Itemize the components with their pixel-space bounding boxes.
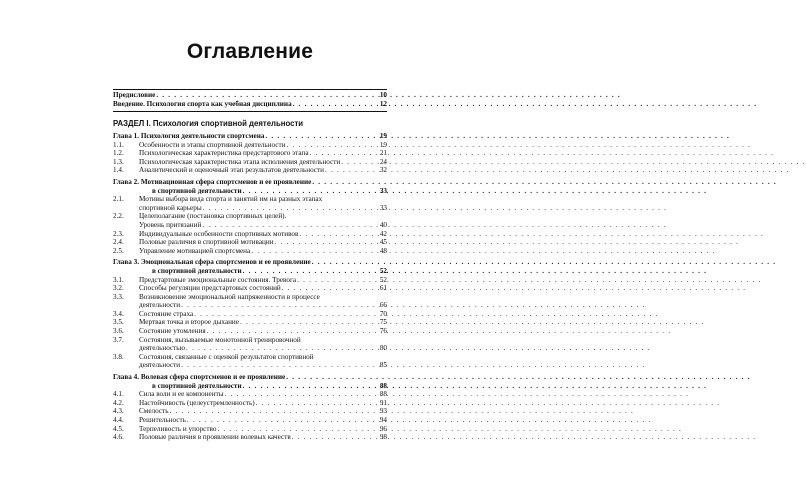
toc-page-number: 96	[379, 424, 387, 433]
toc-page-number: 12	[379, 99, 387, 108]
section-title: Настойчивость (целеустремленность)	[139, 398, 255, 407]
toc-page-number: 80	[379, 344, 387, 353]
section-title: Управление мотивацией спортсмена	[139, 246, 251, 255]
section-title-continuation: деятельностью	[139, 344, 185, 353]
section-row[interactable]	[113, 425, 387, 434]
toc-page-number: 52	[379, 266, 387, 275]
section-number: 3.8.	[113, 352, 124, 361]
section-number: 3.1.	[113, 275, 124, 284]
chapter-title: Глава 1. Психология деятельности спортсмена	[113, 132, 265, 140]
section-title: Состояние утомления	[139, 327, 206, 336]
leader-dots	[156, 91, 379, 100]
section-title: Терпеливость и упорство	[139, 424, 217, 433]
section-title: Психологическая характеристика этапа исполнения деятельности	[139, 157, 341, 166]
section-number: 4.5.	[113, 424, 124, 433]
leader-dots	[207, 327, 379, 336]
section-number: 1.1.	[113, 140, 124, 149]
section-row[interactable]	[113, 327, 387, 336]
section-number: 3.5.	[113, 318, 124, 327]
top-rule	[113, 89, 387, 90]
section-number: 2.4.	[113, 238, 124, 247]
chapter-title-row[interactable]	[113, 373, 387, 382]
chapter-title-cont-row[interactable]	[113, 267, 387, 276]
section-row[interactable]	[113, 238, 387, 247]
toc-page-number: 93	[379, 407, 387, 416]
leader-dots	[286, 373, 386, 382]
chapter-title: Глава 4. Волевая сфера спортсменов и ее проявление	[113, 373, 286, 382]
toc-page-number: 66	[379, 301, 387, 310]
section-title: Аналитический и оценочный этап результатов деятельности	[139, 166, 325, 175]
section-cont-row[interactable]	[113, 361, 387, 370]
section-row[interactable]	[113, 195, 387, 204]
chapter-title-row[interactable]	[113, 258, 387, 267]
section-cont-row[interactable]	[113, 344, 387, 353]
section-title: Особенности и этапы спортивной деятельности	[139, 140, 286, 149]
leader-dots	[310, 149, 379, 158]
toc-page-number: 52	[379, 275, 387, 284]
toc-page-number: 88	[379, 381, 387, 390]
section-title: Мертвая точка и второе дыхание	[139, 318, 239, 327]
toc-front-label: Введение. Психология спорта как учебная дисциплина	[113, 99, 292, 108]
section-cont-row[interactable]	[113, 301, 387, 310]
toc-page-number: 94	[379, 416, 387, 424]
toc-page-number: 76	[379, 327, 387, 336]
section-number: 2.3.	[113, 229, 124, 238]
section-title: Психологическая характеристика предстартового этапа	[139, 149, 309, 158]
section-title: Предстартовые эмоциональные состояния. Тревога	[139, 275, 297, 284]
section-title-continuation: деятельности	[139, 301, 181, 310]
section-title-continuation: Уровень притязаний	[139, 220, 202, 229]
toc-page-number: 48	[379, 246, 387, 255]
section-row[interactable]	[113, 407, 387, 416]
section-title: Решительность	[139, 416, 186, 424]
section-number: 1.2.	[113, 149, 124, 158]
section-number: 3.7.	[113, 335, 124, 344]
leader-dots	[243, 267, 379, 276]
section-rule	[113, 111, 387, 112]
toc-page-number: 40	[379, 220, 387, 229]
leader-dots	[299, 230, 378, 239]
section-row[interactable]	[113, 230, 387, 239]
leader-dots	[325, 166, 379, 175]
leader-dots	[181, 301, 379, 310]
leader-dots	[187, 416, 379, 425]
leader-dots	[341, 158, 379, 167]
section-row[interactable]	[113, 353, 387, 362]
leader-dots	[225, 390, 379, 399]
section-number: 3.2.	[113, 284, 124, 293]
leader-dots	[202, 221, 378, 230]
toc-page-number: 24	[379, 157, 387, 166]
leader-dots	[286, 141, 378, 150]
chapter-title: Глава 3. Эмоциональная сфера спортсменов и ее проявление	[113, 258, 311, 267]
toc-body	[113, 113, 387, 442]
section-number: 4.3.	[113, 407, 124, 416]
section-number: 4.1.	[113, 390, 124, 399]
chapter-block	[113, 373, 387, 442]
section-row[interactable]	[113, 247, 387, 256]
leader-dots	[251, 247, 379, 256]
toc-page-number: 61	[379, 284, 387, 293]
section-title: Мотивы выбора вида спорта и занятий им на разных этапах	[139, 195, 323, 204]
chapter-block	[113, 132, 387, 175]
section-number: 2.1.	[113, 195, 124, 204]
chapter-title-continuation: в спортивной деятельности	[152, 381, 242, 390]
leader-dots	[292, 433, 379, 442]
leader-dots	[282, 284, 379, 293]
leader-dots	[297, 276, 379, 285]
chapter-title-row[interactable]	[113, 132, 387, 141]
section-row[interactable]	[113, 318, 387, 327]
section-row[interactable]	[113, 276, 387, 285]
toc-page-number: 98	[379, 433, 387, 442]
section-title: Состояния, связанные с оценкой результатов спортивной	[139, 352, 314, 361]
chapter-title: Глава 2. Мотивационная сфера спортсменов и ее проявление	[113, 177, 312, 186]
toc-page-number: 33	[379, 203, 387, 212]
toc-page-number: 75	[379, 318, 387, 327]
section-title: Индивидуальные особенности спортивных мотивов	[139, 229, 299, 238]
section-number: 4.6.	[113, 433, 124, 442]
toc-page-number: 21	[379, 149, 387, 158]
section-title: Смелость	[139, 407, 169, 416]
section-row[interactable]	[113, 336, 387, 345]
section-row[interactable]	[113, 293, 387, 302]
toc-page-number: 33	[379, 186, 387, 195]
toc-front-row-introduction[interactable]	[113, 100, 387, 109]
section-cont-row[interactable]	[113, 204, 387, 213]
section-row[interactable]	[113, 310, 387, 319]
section-number: 1.3.	[113, 157, 124, 166]
section-title: Возникновение эмоциональной напряженности в процессе	[139, 292, 320, 301]
section-number: 3.4.	[113, 309, 124, 318]
section-title-continuation: спортивной карьеры	[139, 203, 202, 212]
section-row[interactable]	[113, 212, 387, 221]
section-number: 3.3.	[113, 292, 124, 301]
leader-dots	[243, 187, 379, 196]
section-row[interactable]	[113, 416, 387, 425]
chapter-title-cont-row[interactable]	[113, 382, 387, 391]
section-row[interactable]	[113, 390, 387, 399]
leader-dots	[194, 310, 379, 319]
chapter-list	[113, 132, 387, 442]
toc-page-number: 70	[379, 309, 387, 318]
section-number: 2.2.	[113, 212, 124, 221]
section-title: Половые различия в проявлении волевых качеств	[139, 433, 291, 442]
part-heading: РАЗДЕЛ I. Психология спортивной деятельности	[113, 119, 304, 128]
section-row[interactable]	[113, 399, 387, 408]
section-cont-row[interactable]	[113, 221, 387, 230]
section-title-continuation: деятельности	[139, 361, 181, 370]
section-title: Состояния, вызываемые монотонной тренировочной	[139, 335, 301, 344]
section-title: Половые различия в спортивной мотивации	[139, 238, 274, 247]
leader-dots	[275, 238, 379, 247]
page-title: Оглавление	[186, 40, 314, 63]
toc-front-row-preface[interactable]	[113, 91, 387, 100]
leader-dots	[186, 344, 379, 353]
section-row[interactable]	[113, 149, 387, 158]
toc-page-number: 45	[379, 238, 387, 247]
toc-page-number: 85	[379, 361, 387, 370]
section-row[interactable]	[113, 166, 387, 175]
section-number: 4.2.	[113, 398, 124, 407]
chapter-block	[113, 258, 387, 370]
section-title: Состояние страха	[139, 309, 194, 318]
leader-dots	[243, 382, 379, 391]
toc-page-number: 42	[379, 229, 387, 238]
toc-page-number: 10	[379, 91, 387, 99]
leader-dots	[265, 132, 378, 141]
chapter-title-cont-row[interactable]	[113, 187, 387, 196]
section-row[interactable]	[113, 158, 387, 167]
section-number: 3.6.	[113, 327, 124, 336]
leader-dots	[312, 258, 386, 267]
leader-dots	[203, 204, 379, 213]
chapter-title-continuation: в спортивной деятельности	[152, 266, 242, 275]
section-number: 2.5.	[113, 246, 124, 255]
toc-front-label: Предисловие	[113, 91, 156, 99]
toc-page-number: 91	[379, 398, 387, 407]
chapter-title-row[interactable]	[113, 178, 387, 187]
toc-page-number: 32	[379, 166, 387, 175]
leader-dots	[170, 407, 379, 416]
section-title: Сила воли и ее компоненты	[139, 390, 224, 399]
section-row[interactable]	[113, 284, 387, 293]
section-number: 4.4.	[113, 416, 124, 424]
section-title: Способы регуляции предстартовых состояний	[139, 284, 281, 293]
section-row[interactable]	[113, 433, 387, 442]
chapter-title-continuation: в спортивной деятельности	[152, 186, 242, 195]
leader-dots	[312, 178, 386, 187]
section-row[interactable]	[113, 141, 387, 150]
leader-dots	[256, 399, 379, 408]
leader-dots	[181, 361, 379, 370]
section-title: Целеполагание (постановка спортивных целей).	[139, 212, 287, 221]
chapter-block	[113, 178, 387, 255]
leader-dots	[293, 100, 379, 109]
toc-content	[113, 91, 387, 108]
leader-dots	[217, 425, 378, 434]
leader-dots	[240, 318, 379, 327]
toc-page-number: 88	[379, 390, 387, 399]
toc-page-number: 19	[379, 132, 387, 140]
toc-page-number: 19	[379, 140, 387, 149]
section-number: 1.4.	[113, 166, 124, 175]
